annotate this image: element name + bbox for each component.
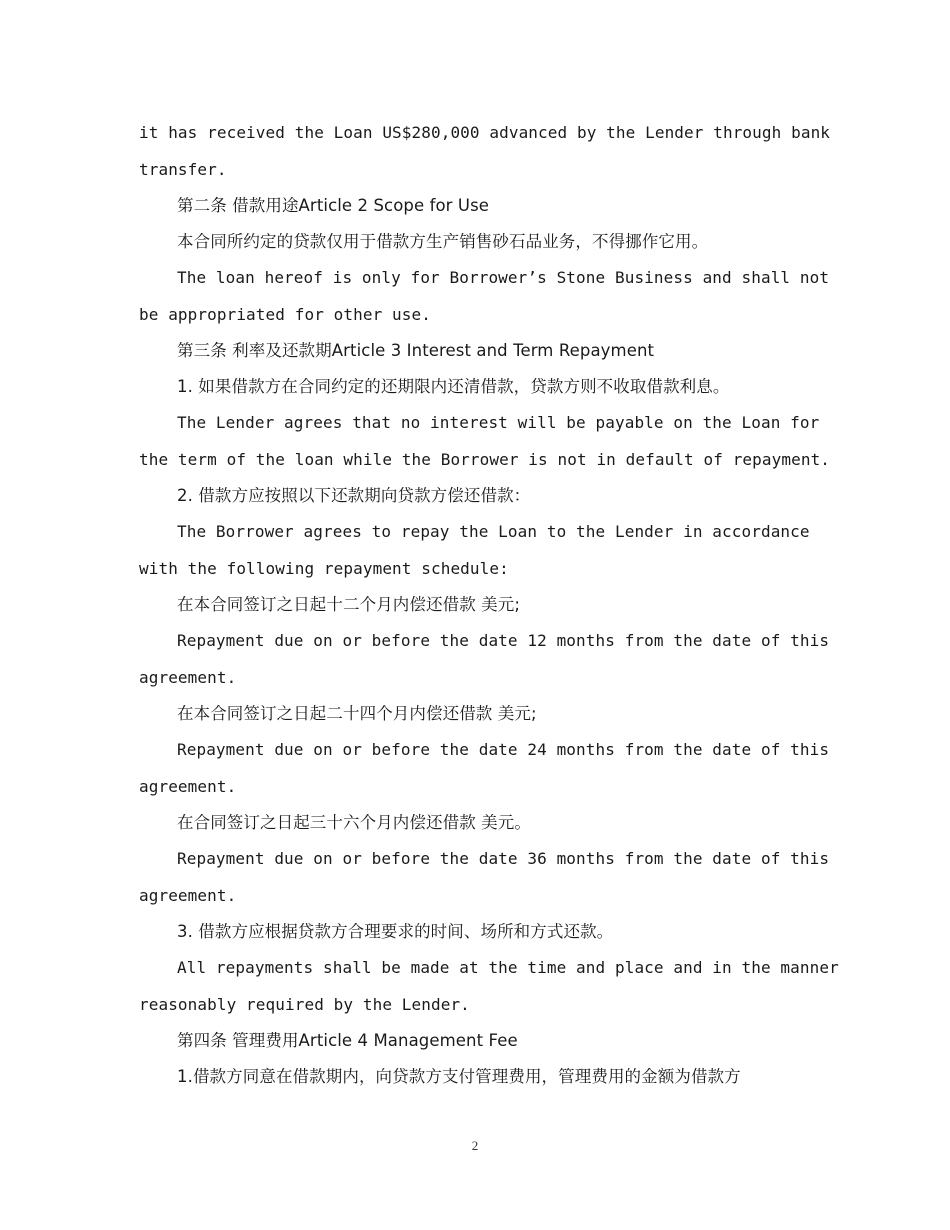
paragraph-line: Repayment due on or before the date 24 months from the date of this [177, 740, 830, 759]
paragraph-line: agreement. [139, 777, 237, 796]
page-number: 2 [471, 1138, 479, 1153]
article-heading: 第三条 利率及还款期Article 3 Interest and Term Repayment [177, 341, 655, 360]
paragraph-line: Repayment due on or before the date 12 months from the date of this [177, 631, 830, 650]
paragraph-line: reasonably required by the Lender. [139, 995, 470, 1014]
article-heading: 第四条 管理费用Article 4 Management Fee [177, 1031, 518, 1050]
article-heading: 第二条 借款用途Article 2 Scope for Use [177, 196, 490, 215]
paragraph-line: 1.借款方同意在借款期内，向贷款方支付管理费用，管理费用的金额为借款方 [177, 1067, 741, 1086]
paragraph-line: it has received the Loan US$280,000 advanced by the Lender through bank [139, 123, 831, 142]
paragraph-line: The loan hereof is only for Borrower’s Stone Business and shall not [177, 268, 830, 287]
paragraph-line: transfer. [139, 160, 227, 179]
paragraph-line: agreement. [139, 886, 237, 905]
paragraph-line: 在本合同签订之日起十二个月内偿还借款 美元; [177, 595, 521, 614]
paragraph-line: 本合同所约定的贷款仅用于借款方生产销售砂石品业务，不得挪作它用。 [177, 232, 709, 251]
paragraph-line: the term of the loan while the Borrower is not in default of repayment. [139, 450, 831, 469]
paragraph-line: The Lender agrees that no interest will be payable on the Loan for [177, 413, 820, 432]
paragraph-line: agreement. [139, 668, 237, 687]
paragraph-line: 2. 借款方应按照以下还款期向贷款方偿还借款： [177, 486, 531, 505]
paragraph-line: All repayments shall be made at the time and place and in the manner [177, 958, 839, 977]
paragraph-line: 3. 借款方应根据贷款方合理要求的时间、场所和方式还款。 [177, 922, 614, 941]
paragraph-line: The Borrower agrees to repay the Loan to the Lender in accordance [177, 522, 810, 541]
paragraph-line: Repayment due on or before the date 36 months from the date of this [177, 849, 830, 868]
paragraph-line: be appropriated for other use. [139, 305, 431, 324]
paragraph-line: with the following repayment schedule: [139, 559, 509, 578]
paragraph-line: 1. 如果借款方在合同约定的还期限内还清借款，贷款方则不收取借款利息。 [177, 377, 730, 396]
paragraph-line: 在合同签订之日起三十六个月内偿还借款 美元。 [177, 813, 531, 832]
paragraph-line: 在本合同签订之日起二十四个月内偿还借款 美元; [177, 704, 537, 723]
